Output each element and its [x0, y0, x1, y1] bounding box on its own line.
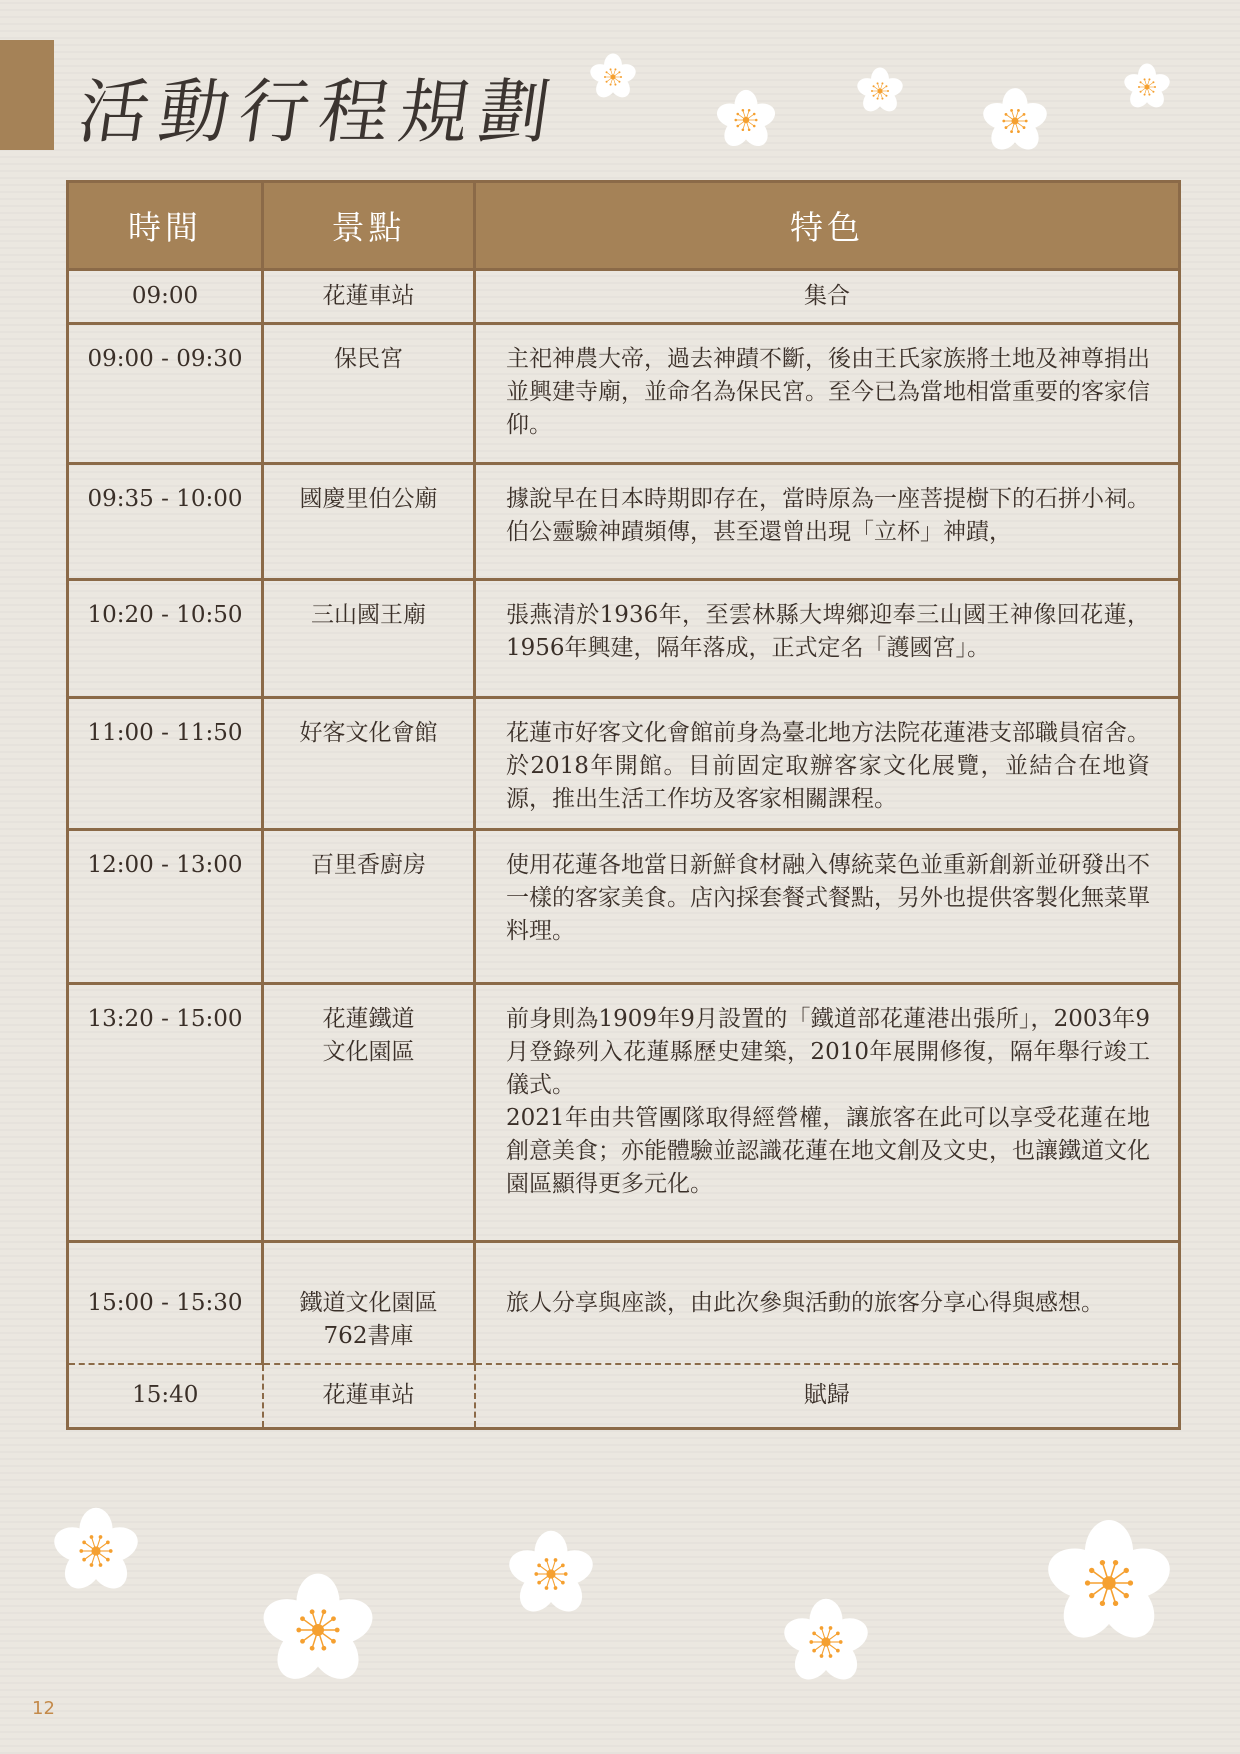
table-row [68, 1242, 1180, 1365]
flower-decoration-icon [855, 66, 905, 116]
flower-decoration-icon [588, 52, 638, 102]
corner-accent-tab [0, 40, 54, 150]
row-time: 15:40 [68, 1364, 263, 1428]
row-feature: 集合 [475, 270, 1180, 324]
row-feature: 賦歸 [475, 1364, 1180, 1428]
table-row [68, 1364, 1180, 1428]
table-row [68, 270, 1180, 324]
row-feature: 前身則為1909年9月設置的「鐵道部花蓮港出張所」，2003年9月登錄列入花蓮縣歷史建築，2010年展開修復，隔年舉行竣工儀式。 2021年由共管團隊取得經營權，讓旅客在此可以享受花蓮在地創意美食；亦能體驗並認識花蓮在地文創及文史，也讓鐵道文化園區顯得更多元化。 [475, 984, 1180, 1242]
flower-decoration-icon [714, 88, 778, 152]
flower-decoration-icon [780, 1596, 872, 1688]
table-row [68, 580, 1180, 698]
page-number: 12 [32, 1698, 55, 1719]
row-spot: 花蓮車站 [263, 270, 475, 324]
row-spot: 三山國王廟 [263, 580, 475, 698]
row-spot: 百里香廚房 [263, 830, 475, 984]
table-row [68, 984, 1180, 1242]
flower-decoration-icon [980, 86, 1050, 156]
table-row [68, 698, 1180, 830]
table-row [68, 830, 1180, 984]
row-spot: 花蓮鐵道 文化園區 [263, 984, 475, 1242]
row-feature: 據說早在日本時期即存在，當時原為一座菩提樹下的石拼小祠。伯公靈驗神蹟頻傳，甚至還曾出現「立杯」神蹟， [475, 464, 1180, 580]
table-row [68, 324, 1180, 464]
row-time: 15:00 - 15:30 [68, 1242, 263, 1365]
row-time: 10:20 - 10:50 [68, 580, 263, 698]
row-feature: 使用花蓮各地當日新鮮食材融入傳統菜色並重新創新並研發出不一樣的客家美食。店內採套餐式餐點，另外也提供客製化無菜單料理。 [475, 830, 1180, 984]
row-time: 09:00 [68, 270, 263, 324]
itinerary-table [66, 180, 1181, 1430]
table-row [68, 464, 1180, 580]
row-spot: 花蓮車站 [263, 1364, 475, 1428]
row-feature: 花蓮市好客文化會館前身為臺北地方法院花蓮港支部職員宿舍。於2018年開館。目前固定取辦客家文化展覽，並結合在地資源，推出生活工作坊及客家相關課程。 [475, 698, 1180, 830]
row-time: 09:00 - 09:30 [68, 324, 263, 464]
flower-decoration-icon [258, 1570, 378, 1690]
row-feature: 旅人分享與座談，由此次參與活動的旅客分享心得與感想。 [475, 1242, 1180, 1365]
row-spot: 鐵道文化園區 762書庫 [263, 1242, 475, 1365]
row-spot: 保民宮 [263, 324, 475, 464]
flower-decoration-icon [50, 1505, 142, 1597]
row-spot: 國慶里伯公廟 [263, 464, 475, 580]
row-time: 09:35 - 10:00 [68, 464, 263, 580]
header-time: 時間 [68, 182, 263, 270]
row-feature: 主祀神農大帝，過去神蹟不斷，後由王氏家族將土地及神尊捐出並興建寺廟，並命名為保民宮。至今已為當地相當重要的客家信仰。 [475, 324, 1180, 464]
row-spot: 好客文化會館 [263, 698, 475, 830]
header-spot: 景點 [263, 182, 475, 270]
row-time: 12:00 - 13:00 [68, 830, 263, 984]
table-header-row [68, 182, 1180, 270]
row-feature: 張燕清於1936年，至雲林縣大埤鄉迎奉三山國王神像回花蓮，1956年興建，隔年落成，正式定名「護國宮」。 [475, 580, 1180, 698]
flower-decoration-icon [1122, 62, 1172, 112]
header-feature: 特色 [475, 182, 1180, 270]
row-time: 11:00 - 11:50 [68, 698, 263, 830]
page-title: 活動行程規劃 [73, 71, 565, 153]
row-time: 13:20 - 15:00 [68, 984, 263, 1242]
flower-decoration-icon [1042, 1516, 1176, 1650]
flower-decoration-icon [505, 1528, 597, 1620]
